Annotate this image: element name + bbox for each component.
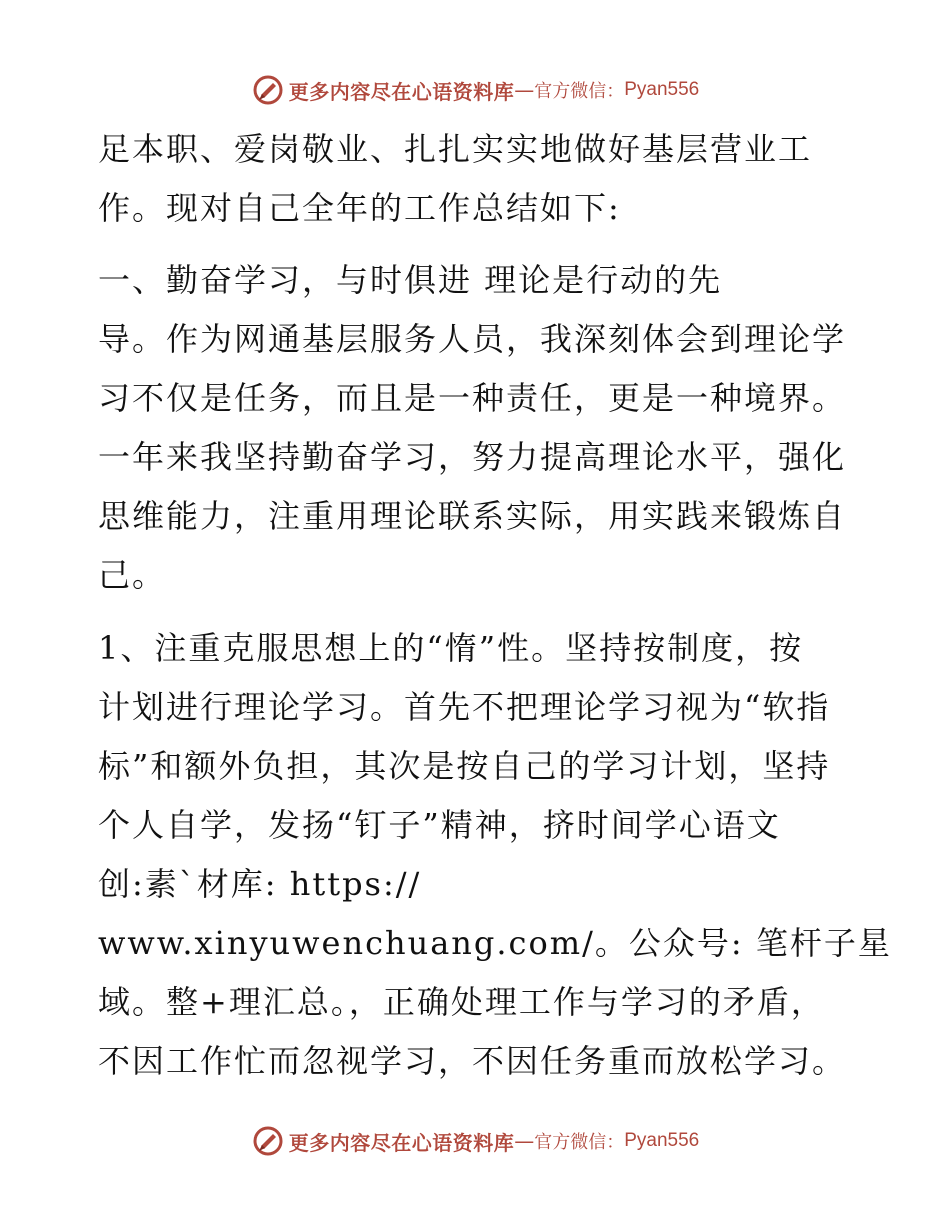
body-line: 足本职、爱岗敬业、扎扎实实地做好基层营业工 [98,130,813,168]
header-separator: — [514,78,535,102]
footer-separator: — [514,1129,535,1153]
body-line: 域。整+理汇总。，正确处理工作与学习的矛盾， [98,983,825,1021]
body-line: 不因工作忙而忽视学习，不因任务重而放松学习。 [98,1042,847,1080]
header-watermark [0,70,950,110]
footer-watermark [0,1121,950,1161]
body-line: 个人自学，发扬“钉子”精神，挤时间学心语文 [98,806,781,844]
header-wechat-id: Pyan556 [624,79,700,100]
body-line: 作。现对自己全年的工作总结如下: [98,189,621,227]
body-line: 习不仅是任务，而且是一种责任，更是一种境界。 [98,379,847,417]
body-line: 创:素`材库: https:// [98,865,422,903]
body-line: 标”和额外负担，其次是按自己的学习计划，坚持 [98,747,831,785]
brand-logo-icon [251,1124,285,1158]
footer-brand-text: 更多内容尽在心语资料库 [288,1130,515,1155]
body-line: 一、勤奋学习，与时俱进 理论是行动的先 [98,261,723,299]
body-line: 1、注重克服思想上的“惰”性。坚持按制度，按 [98,629,804,667]
body-line: 导。作为网通基层服务人员，我深刻体会到理论学 [98,320,847,358]
body-line: 思维能力，注重用理论联系实际，用实践来锻炼自 [98,497,847,535]
brand-logo-icon [251,73,285,107]
header-wechat-label: 官方微信： [534,81,625,102]
header-brand-text: 更多内容尽在心语资料库 [288,79,515,104]
body-line: 己。 [98,556,167,594]
body-line: 计划进行理论学习。首先不把理论学习视为“软指 [98,688,831,726]
body-line: 一年来我坚持勤奋学习，努力提高理论水平，强化 [98,438,847,476]
body-line: www.xinyuwenchuang.com/。公众号: 笔杆子星 [98,924,892,962]
footer-wechat-id: Pyan556 [624,1130,700,1151]
footer-wechat-label: 官方微信： [534,1132,625,1153]
